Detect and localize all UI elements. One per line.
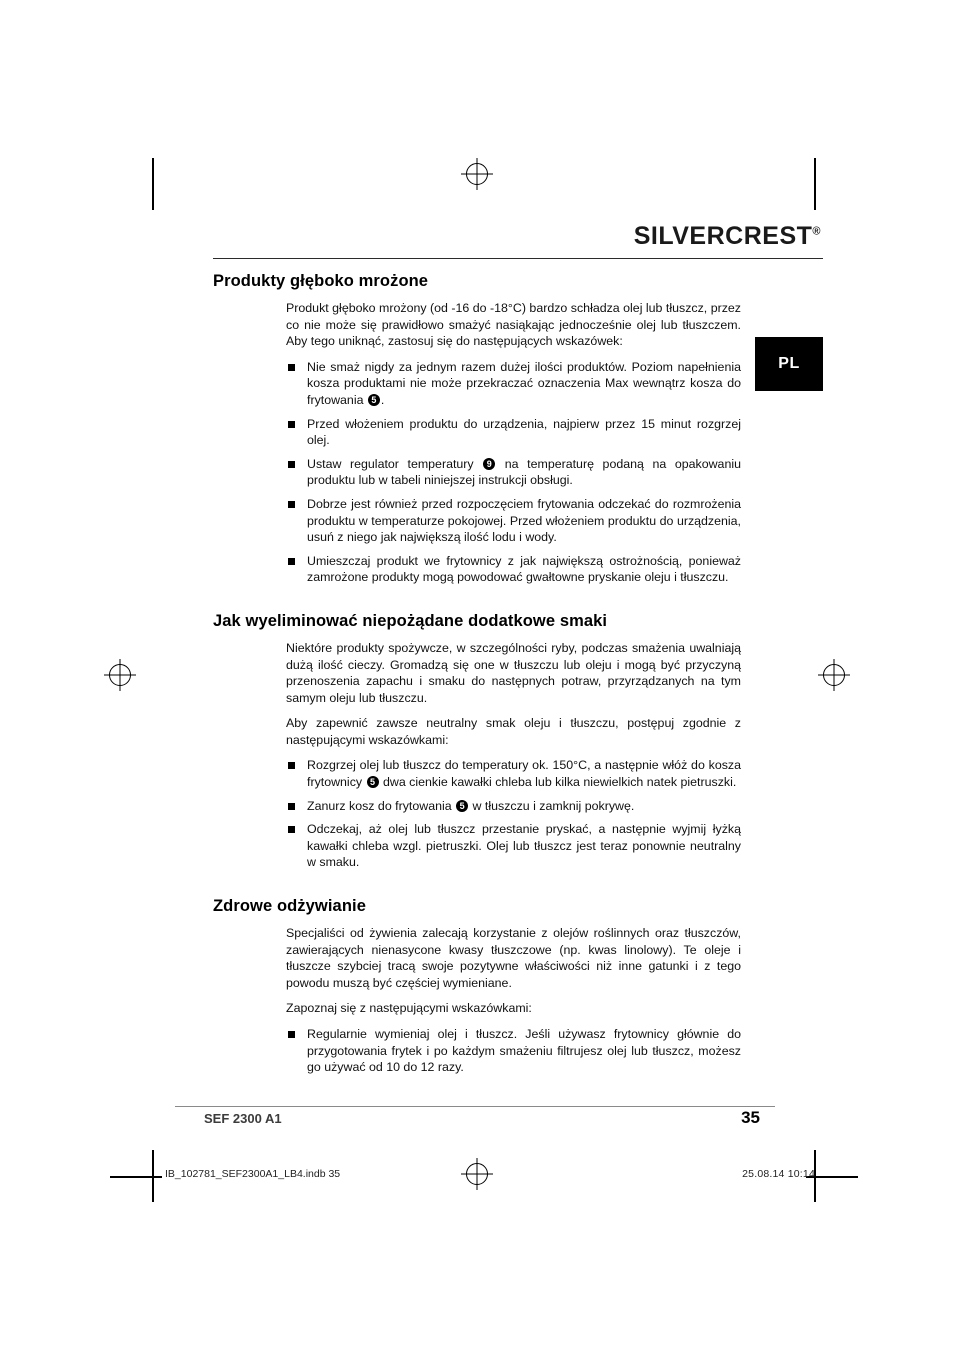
registration-target-bottom bbox=[466, 1163, 488, 1185]
brand-name: SILVERCREST bbox=[633, 222, 813, 250]
section-intro2-healthy-eating: Zapoznaj się z następującymi wskazówkami: bbox=[286, 1001, 532, 1016]
page-content bbox=[213, 272, 741, 1083]
imprint-datetime: 25.08.14 10:14 bbox=[742, 1168, 815, 1180]
list-item: Odczekaj, aż olej lub tłuszcz przestanie pryskać, a następnie wyjmij łyżką kawałki chleba wzgl. pietruszki. Olej lub tłuszcz jest teraz ponownie neutralny w smaku. bbox=[286, 821, 741, 871]
section-heading-healthy-eating: Zdrowe odżywianie bbox=[213, 897, 366, 916]
callout-number: 5 bbox=[456, 800, 468, 812]
registration-target-left bbox=[109, 664, 131, 686]
section-intro-healthy-eating: Specjaliści od żywienia zalecają korzystanie z olejów roślinnych oraz tłuszczów, zawierających nienasycone kwasy tłuszczowe (np. kwas linolowy). Te oleje i tłuszcze szybciej tracą swoje pozytywne właściwości niż inne gatunki i z tego powodu muszą być częściej wymieniane. bbox=[286, 926, 741, 990]
header-divider bbox=[213, 258, 823, 259]
list-item: Regularnie wymieniaj olej i tłuszcz. Jeśli używasz frytownicy głównie do przygotowania frytek i po każdym smażeniu filtrujesz olej lub tłuszcz, możesz go używać od 10 do 12 razy. bbox=[286, 1026, 741, 1076]
brand-logo bbox=[213, 222, 823, 251]
registered-mark-icon: ® bbox=[812, 225, 821, 238]
list-item: Przed włożeniem produktu do urządzenia, najpierw przez 15 minut rozgrzej olej. bbox=[286, 416, 741, 449]
registration-target-right bbox=[823, 664, 845, 686]
callout-number: 5 bbox=[368, 394, 380, 406]
section-heading-unwanted-flavours: Jak wyeliminować niepożądane dodatkowe smaki bbox=[213, 611, 608, 630]
callout-number: 9 bbox=[483, 458, 495, 470]
page-number: 35 bbox=[741, 1108, 760, 1127]
crop-mark-top-left bbox=[152, 158, 154, 210]
callout-number: 5 bbox=[367, 776, 379, 788]
bullet-list-frozen-products bbox=[213, 359, 741, 586]
list-item: Nie smaż nigdy za jednym razem dużej ilości produktów. Poziom napełnienia kosza produktami nie może przekraczać oznaczenia Max wewnątrz kosza do frytowania 5 . bbox=[286, 359, 741, 409]
list-item: Ustaw regulator temperatury 9 na temperaturę podaną na opakowaniu produktu lub w tabeli niniejszej instrukcji obsługi. bbox=[286, 456, 741, 489]
brand-header bbox=[213, 222, 823, 259]
footer-model-name: SEF 2300 A1 bbox=[204, 1111, 282, 1126]
footer-divider bbox=[175, 1106, 775, 1107]
registration-target-top bbox=[466, 163, 488, 185]
list-item: Zanurz kosz do frytowania 5 w tłuszczu i zamknij pokrywę. bbox=[286, 798, 741, 815]
bullet-list-unwanted-flavours bbox=[213, 757, 741, 871]
section-intro-unwanted-flavours: Niektóre produkty spożywcze, w szczególności ryby, podczas smażenia uwalniają dużą ilość cieczy. Gromadzą się one w tłuszczu lub oleju i mogą być przyczyną przenoszenia zapachu i smaku do następnych potraw, przyrządzanych na tym samym oleju lub tłuszczu. bbox=[286, 640, 741, 705]
section-heading-frozen-products: Produkty głęboko mrożone bbox=[213, 272, 429, 290]
crop-mark-left-upper bbox=[110, 1176, 162, 1178]
bullet-list-healthy-eating bbox=[213, 1026, 741, 1076]
section-intro2-unwanted-flavours: Aby zapewnić zawsze neutralny smak oleju i tłuszczu, postępuj zgodnie z następującymi wskazówkami: bbox=[286, 716, 741, 747]
list-item: Umieszczaj produkt we frytownicy z jak największą ostrożnością, ponieważ zamrożone produkty mogą powodować gwałtowne pryskanie oleju i tłuszczu. bbox=[286, 553, 741, 586]
section-intro-frozen-products: Produkt głęboko mrożony (od -16 do -18°C) bardzo schładza olej lub tłuszcz, przez co nie może się prawidłowo smażyć nasiąkając jednocześnie olej lub tłuszczem. Aby tego uniknąć, zastosuj się do następujących wskazówek: bbox=[286, 301, 741, 349]
list-item: Rozgrzej olej lub tłuszcz do temperatury ok. 150°C, a następnie włóż do kosza frytownicy 5 dwa cienkie kawałki chleba lub kilka niewielkich natek pietruszki. bbox=[286, 757, 741, 790]
crop-mark-top-right bbox=[814, 158, 816, 210]
imprint-file-name: IB_102781_SEF2300A1_LB4.indb 35 bbox=[165, 1168, 341, 1180]
list-item: Dobrze jest również przed rozpoczęciem frytowania odczekać do rozmrożenia produktu w temperaturze pokojowej. Przed włożeniem produktu do urządzenia, usuń z niego jak największą ilość lodu i wody. bbox=[286, 496, 741, 546]
language-tab-pl: PL bbox=[755, 337, 823, 391]
